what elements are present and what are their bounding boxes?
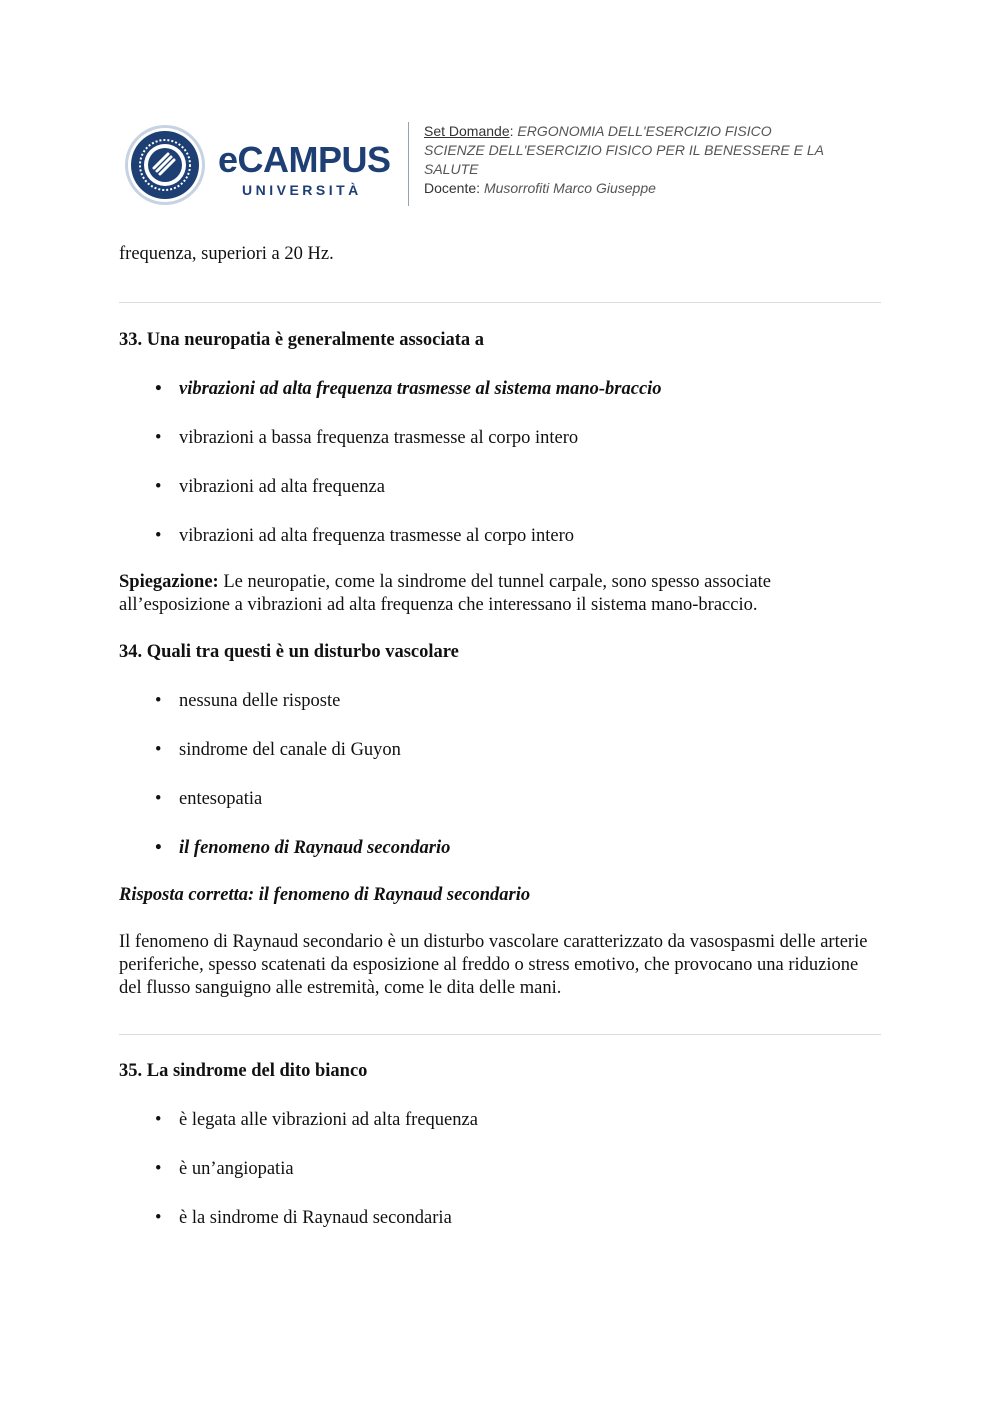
question-34-option-2: • sindrome del canale di Guyon	[119, 739, 881, 762]
question-33-option-2: • vibrazioni a bassa frequenza trasmesse al corpo intero	[119, 427, 881, 450]
question-34-title: 34. Quali tra questi è un disturbo vascolare	[119, 642, 459, 662]
question-34-option-4: • il fenomeno di Raynaud secondario	[119, 837, 881, 860]
question-33-explanation	[119, 571, 881, 617]
section-divider	[119, 302, 881, 303]
question-34-option-3: • entesopatia	[119, 788, 881, 811]
ecampus-wordmark: eCAMPUS	[218, 139, 391, 180]
question-35-option-1: • è legata alle vibrazioni ad alta frequenza	[119, 1109, 881, 1132]
question-34-options	[119, 690, 881, 860]
section-divider	[119, 1034, 881, 1035]
question-35-option-3: • è la sindrome di Raynaud secondaria	[119, 1207, 881, 1230]
question-33-options	[119, 378, 881, 548]
header-divider	[408, 122, 409, 206]
teacher-name: Musorrofiti Marco Giuseppe	[483, 180, 656, 196]
document-header	[124, 120, 884, 210]
explanation-text: Le neuropatie, come la sindrome del tunnel carpale, sono spesso associate all’esposizione a vibrazioni ad alta frequenza che interessano il sistema mano-braccio.	[119, 572, 771, 615]
document-body	[119, 240, 881, 1230]
question-34-option-1: • nessuna delle risposte	[119, 690, 881, 713]
question-33-option-3: • vibrazioni ad alta frequenza	[119, 476, 881, 499]
program-name: SCIENZE DELL'ESERCIZIO FISICO PER IL BENESSERE E LA SALUTE	[424, 142, 824, 177]
header-info: Set Domande: ERGONOMIA DELL'ESERCIZIO FISICO SCIENZE DELL'ESERCIZIO FISICO PER IL BENESSERE E LA SALUTE Docente: Musorrofiti Marco Giuseppe	[424, 123, 824, 196]
universita-wordmark: UNIVERSITÀ	[242, 182, 362, 198]
ecampus-seal-logo	[124, 124, 206, 206]
teacher-label: Docente	[424, 180, 477, 196]
continuation-text: frequenza, superiori a 20 Hz.	[119, 244, 334, 264]
set-label: Set Domande	[424, 123, 510, 139]
question-33-title: 33. Una neuropatia è generalmente associata a	[119, 330, 484, 350]
question-33-option-4: • vibrazioni ad alta frequenza trasmesse al corpo intero	[119, 525, 881, 548]
question-34-answer: Risposta corretta: il fenomeno di Raynaud secondario	[119, 885, 531, 905]
question-34-explanation: Il fenomeno di Raynaud secondario è un disturbo vascolare caratterizzato da vasospasmi delle arterie periferiche, spesso scatenati da esposizione al freddo o stress emotivo, che provocano una riduzione del flusso sanguigno alle estremità, come le dita delle mani.	[119, 932, 868, 998]
question-35-title: 35. La sindrome del dito bianco	[119, 1061, 368, 1081]
question-35-options	[119, 1109, 881, 1230]
question-33-option-1: • vibrazioni ad alta frequenza trasmesse al sistema mano-braccio	[119, 378, 881, 401]
course-name: ERGONOMIA DELL'ESERCIZIO FISICO	[517, 123, 772, 139]
question-35-option-2: • è un’angiopatia	[119, 1158, 881, 1181]
explanation-label: Spiegazione:	[119, 572, 219, 592]
